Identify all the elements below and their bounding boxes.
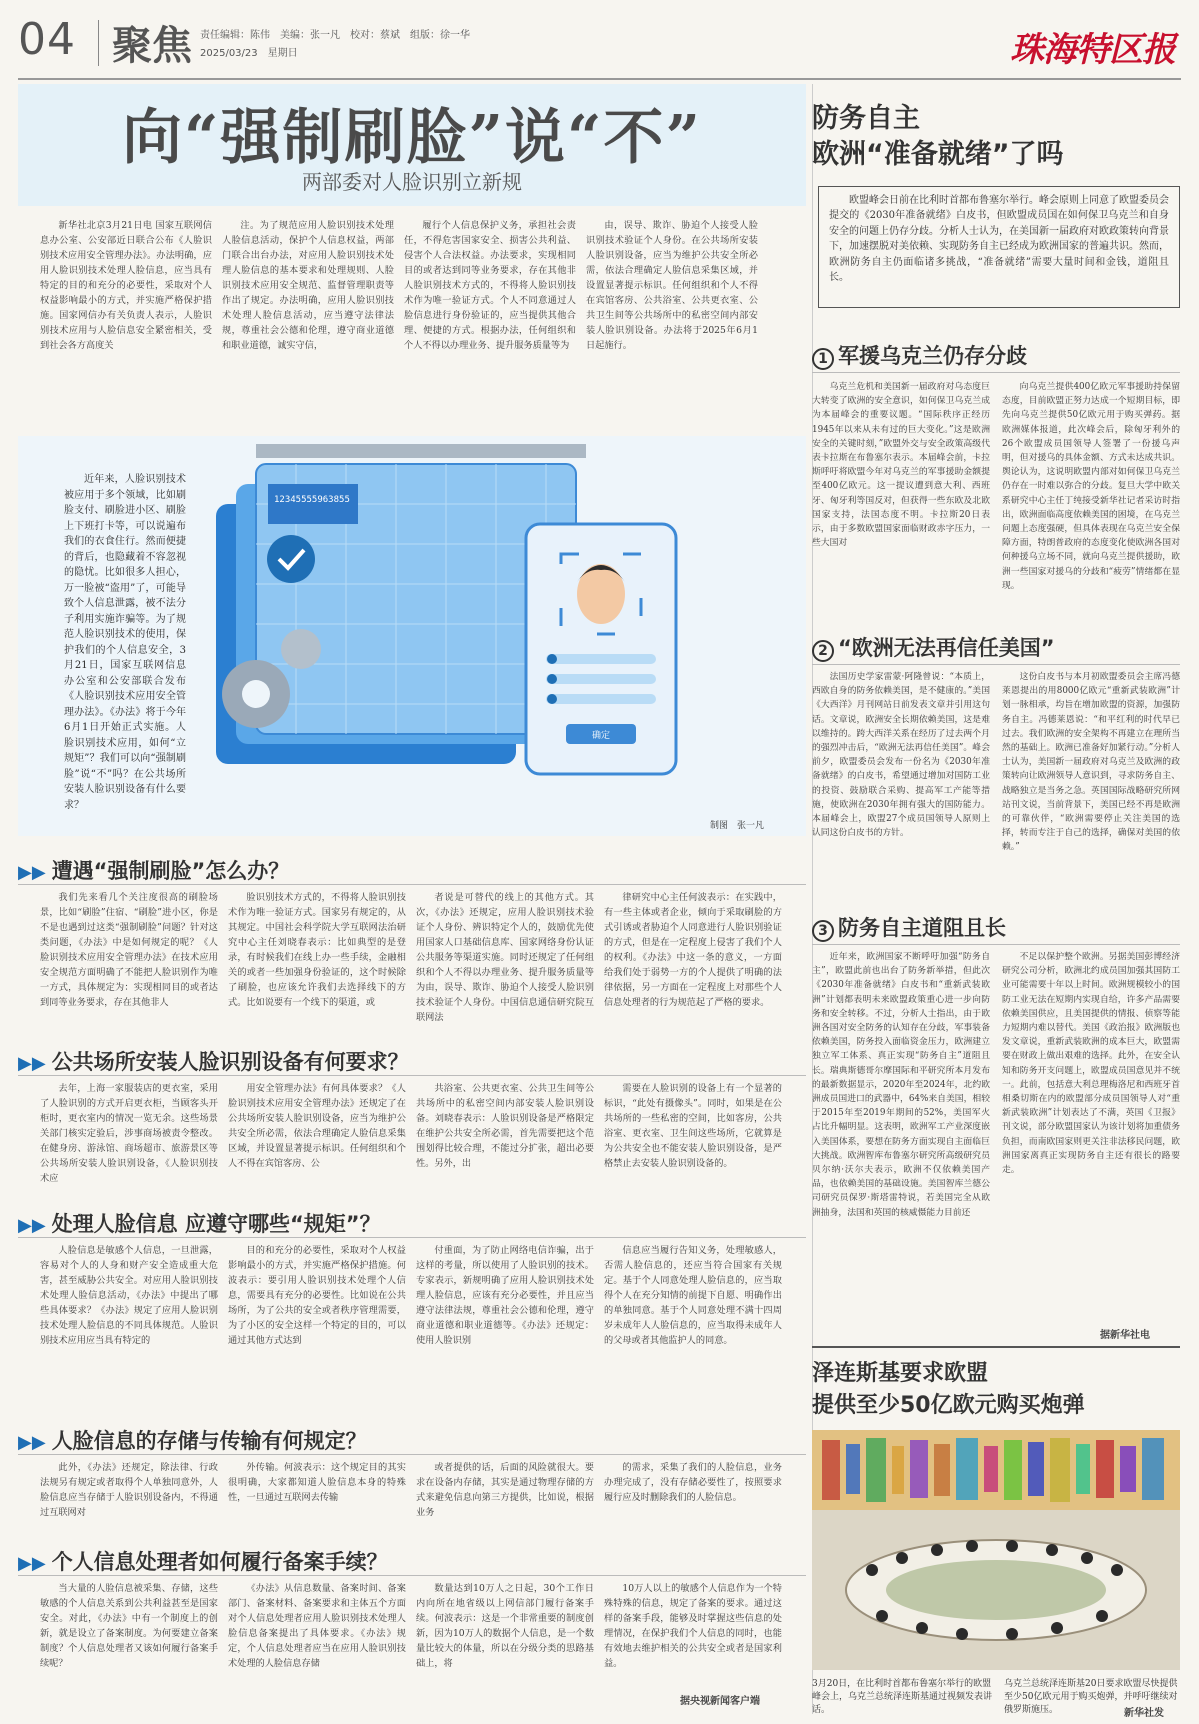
lead-title: 向“强制刷脸”说“不” (121, 103, 703, 173)
qa-source-credit: 据央视新闻客户端 (680, 1696, 760, 1707)
editor-credits: 责任编辑：陈伟 美编：张一凡 校对：蔡斌 组版：徐一华 (200, 30, 470, 41)
qa5-col-4: 10万人以上的敏感个人信息作为一个特殊特殊的信息，规定了备案的要求。通过这样的备案手段，能够及时掌握这些信息的处理情况，在保护我们个人信息的同时，也能有效地去维护相关的公共安全或者是国家利益。 (604, 1583, 782, 1669)
s3-heading: 3 防务自主道阻且长 (812, 912, 1006, 942)
s2-number: 2 (812, 640, 834, 662)
s2-heading: 2 “欧洲无法再信任美国” (812, 632, 1055, 662)
header-divider (98, 20, 99, 66)
check-circle (267, 535, 315, 583)
qa1-heading: ▶▶ 遭遇“强制刷脸”怎么办？ (18, 859, 290, 883)
qa4-heading: ▶▶ 人脸信息的存储与传输有何规定？ (18, 1429, 367, 1453)
lead-col-4: 由，误导、欺诈、胁迫个人接受人脸识别技术验证个人身份。在公共场所安装人脸识别设备，应当为维护公共安全所必需，依法合理确定人脸信息采集区域，并设置显著提示标识。任何组织和个人不得在宾馆客房、公共浴室、公共更衣室、公共卫生间等公共场所中的私密空间内部安装人脸识别设备。办法将于2025年6月1日起施行。 (586, 220, 758, 351)
qa3-col-2: 目的和充分的必要性，采取对个人权益影响最小的方式，并实施严格保护措施。何波表示：要引用人脸识别技术处理个人信息，需要具有充分的必要性。比如说在公共场所，为了公共的安全或者秩序管理需要，为了小区的安全这样一个特定的目的，可以通过其他方式达到 (228, 1245, 406, 1346)
qa2-col-1: 去年，上海一家服装店的更衣室，采用了人脸识别的方式开启更衣柜，当顾客头开柜时，更衣室内的情况一览无余。这些场景关部门核实定验后，涉事商场被责令整改。在健身房、游泳馆、商场超市、旅游景区等公共场所安装人脸识别设备，《人脸识别技术应 (40, 1083, 218, 1184)
qa5-col-2: 《办法》从信息数量、备案时间、备案部门、备案材料、备案要求和主体五个方面对个人信息处理者应用人脸识别技术处理人脸信息备案提出了具体要求。《办法》规定，个人信息处理者应当在应用人脸识别技术处理的人脸信息存储 (228, 1583, 406, 1669)
qa3-col-4: 信息应当履行告知义务，处理敏感人，否需人脸信息的，还应当符合国家有关规定。基于个人同意处理人脸信息的，应当取得个人在充分知情的前提下自愿、明确作出的单独同意。基于个人同意处理不满十四周岁未成年人人脸信息的，应当取得未成年人的父母或者其他监护人的同意。 (604, 1245, 782, 1346)
qa5-col-3: 数量达到10万人之日起，30个工作日内向所在地省级以上网信部门履行备案手续。何波表示：这是一个非常重要的制度创新，因为10万人的数据个人信息，是一个数量比较大的体量，所以在分级分类的思路基础上，将 (416, 1583, 594, 1669)
qa4-col-2: 外传输。何波表示：这个规定目的其实很明确，大家都知道人脸信息本身的特殊性，一旦通过互联网去传输 (228, 1462, 406, 1503)
right-title-2: 欧洲“准备就绪”了吗 (812, 139, 1064, 170)
double-arrow-icon: ▶▶ (18, 1432, 46, 1453)
qa2-heading: ▶▶ 公共场所安装人脸识别设备有何要求？ (18, 1050, 409, 1074)
small-gear-icon (281, 629, 321, 669)
qa2-col-3: 共浴室、公共更衣室、公共卫生间等公共场所中的私密空间内部安装人脸识别设备。刘晓春表示：人脸识别设备是严格限定在维护公共安全所必需，首先需要把这个范围划得比较合理，不能过分扩张，超出必要性。另外，出 (416, 1083, 594, 1169)
lead-col-1: 新华社北京3月21日电 国家互联网信息办公室、公安部近日联合公布《人脸识别技术应用安全管理办法》。办法明确，应用人脸识别技术处理人脸信息，应当具有特定的目的和充分的必要性，采取对个人权益影响最小的方式，并实施严格保护措施。国家网信办有关负责人表示，人脸识别技术应用与人脸信息安全紧密相关，受到社会各方高度关 (40, 220, 212, 351)
qa5-heading: ▶▶ 个人信息处理者如何履行备案手续？ (18, 1550, 388, 1574)
right-title-1: 防务自主 (812, 103, 920, 134)
illustration-credit: 制图 张一凡 (710, 821, 765, 831)
s1-col-2: 向乌克兰提供400亿欧元军事援助持保留态度，目前欧盟正努力达成一个短期目标，即先向乌克兰提供50亿欧元用于购买弹药。据欧洲媒体报道，此次峰会后，除匈牙利外的26个欧盟成员国领导人签署了一份援乌声明，但对援乌的具体金额、方式未达成共识。舆论认为，这说明欧盟内部对如何保卫乌克兰仍存在一时难以弥合的分歧。复旦大学中欧关系研究中心主任丁纯接受新华社记者采访时指出，欧洲面临高度依赖美国的困境，在乌克兰问题上态度强硬，但具体表现在乌克兰安全保障方面，特朗普政府的态度变化使欧洲各国对何种援乌立场不同，就向乌克兰提供援助，欧洲一些国家对援乌的分歧和“疲劳”情绪都在显现。 (1002, 382, 1180, 591)
s3-col-2: 不足以保护整个欧洲。另据美国彭博经济研究公司分析，欧洲北约成员国加强其国防工业可能需要十年以上时间。欧洲规模较小的国防工业无法在短期内实现自给，许多产品需要依赖美国供应，且美国提供的情报、侦察等能力短期内难以替代。美国《政治报》欧洲版也发文章说，重新武装欧洲的成本巨大，欧盟需要在财政上做出艰难的选择。此外，在安全认知和防务开支问题上，欧盟成员国意见并不统一。此前，包括意大利总理梅洛尼和西班牙首相桑切斯在内的欧盟部分成员国领导人对“重新武装欧洲”计划表达了不满，英国《卫报》刊文说，部分欧盟国家认为该计划将加重债务负担，而南欧国家则更关注非法移民问题，欧洲国家离真正实现防务自主还有很长的路要走。 (1002, 952, 1180, 1176)
photo-caption-1: 3月20日，在比利时首都布鲁塞尔举行的欧盟峰会上，乌克兰总统泽连斯基通过视频发表讲话。 (812, 1679, 993, 1715)
qa3-col-3: 付重面，为了防止网络电信诈骗，出于这样的考量，所以使用了人脸识别的技术。专家表示，新规明确了应用人脸识别技术处理人脸信息，应该有充分必要性，并且应当遵守法律法规，尊重社会公德和伦理，遵守商业道德和职业道德等。《办法》还规定：使用人脸识别 (416, 1245, 594, 1346)
s1-col-1: 乌克兰危机和美国新一届政府对乌态度巨大转变了欧洲的安全意识，如何保卫乌克兰成为本届峰会的重要议题。“国际秩序正经历1945年以来从未有过的巨大变化。”这是欧洲安全的关键时刻，”欧盟外交与安全政策高级代表卡拉斯在布鲁塞尔表示。本届峰会前，卡拉斯呼吁将欧盟今年对乌克兰的军事援助金额提至400亿欧元。这一提议遭到意大利、西班牙、匈牙利等国反对，但获得一些东欧及北欧国家支持，法国态度不明。卡拉斯20日表示，由于多数欧盟国家面临财政赤字压力，一些大国对 (812, 382, 990, 549)
page-number: 04 (18, 14, 76, 65)
qa1-col-1: 我们先来看几个关注度很高的刷脸场景，比如“刷脸”住宿、“刷脸”进小区，你是不是也遇到过这类“强制刷脸”问题？针对这类问题，《办法》中是如何规定的呢？《人脸识别技术应用安全管理办法》在技术应用安全规范方面明确了不能把人脸识别作为唯一方式，具体规定为：实现相同目的或者达到同等业务要求，存在其他非人 (40, 892, 218, 1008)
right-title-4: 提供至少50亿欧元购买炮弹 (812, 1393, 1085, 1418)
photo-credit: 新华社发 (1124, 1704, 1164, 1719)
lead-col-3: 履行个人信息保护义务，承担社会责任，不得危害国家安全、损害公共利益、侵害个人合法权益。办法要求，实现相同目的或者达到同等业务要求，存在其他非人脸识别技术方式的，不得将人脸识别技术作为唯一验证方式。个人不同意通过人脸信息进行身份验证的，应当提供其他合理、便捷的方式。根据办法，任何组织和个人不得以办理业务、提升服务质量等为 (404, 220, 576, 351)
lead-subtitle: 两部委对人脸识别立新规 (302, 170, 522, 194)
eu-summit-photo (812, 1430, 1180, 1670)
qa1-col-4: 律研究中心主任何波表示：在实践中，有一些主体或者企业，倾向于采取刷脸的方式引诱或者胁迫个人同意进行人脸识别验证的方式，但是在一定程度上侵害了我们个人的权利。《办法》中这一条的意义，一方面给我们处于弱势一方的个人提供了明确的法律依据，另一方面在一定程度上对那些个人信息处理者的行为规范起了严格的要求。 (604, 892, 782, 1008)
issue-date: 2025/03/23 星期日 (200, 48, 298, 59)
s3-source-credit: 据新华社电 (1100, 1330, 1150, 1341)
double-arrow-icon: ▶▶ (18, 862, 46, 883)
face-recognition-illustration (196, 444, 766, 784)
qa2-col-2: 用安全管理办法》有何具体要求？《人脸识别技术应用安全管理办法》还规定了在公共场所安装人脸识别设备，应当为维护公共安全所必需，依法合理确定人脸信息采集区域，并设置显著提示标识。任何组织和个人不得在宾馆客房、公 (228, 1083, 406, 1169)
double-arrow-icon: ▶▶ (18, 1053, 46, 1074)
qa2-col-4: 需要在人脸识别的设备上有一个显著的标识，“此处有摄像头”。同时，如果是在公共场所的一些私密的空间，比如客房，公共浴室、更衣室、卫生间这些场所，它就算是为公共安全也不能安装人脸识别设备，是严格禁止去安装人脸识别设备的。 (604, 1083, 782, 1169)
right-summary-box: 欧盟峰会日前在比利时首都布鲁塞尔举行。峰会原则上同意了欧盟委员会提交的《2030年准备就绪》白皮书，但欧盟成员国在如何保卫乌克兰和自身安全的问题上仍存分歧。分析人士认为，在美国新一届政府对欧政策转向背景下，加速摆脱对美依赖、实现防务自主已经成为欧洲国家的普遍共识。然而，欧洲防务自主仍面临诸多挑战，“准备就绪”需要大量时间和金钱，道阻且长。 (818, 186, 1180, 308)
intro-text: 近年来，人脸识别技术被应用于多个领域，比如刷脸支付、刷脸进小区、刷脸上下班打卡等，可以说遍布我们的衣食住行。然而便捷的背后，也隐藏着不容忽视的隐忧。比如很多人担心，万一脸被“盗用”了，可能导致个人信息泄露，被不法分子利用实施诈骗等。为了规范人脸识别技术的使用，保护我们的个人信息安全，3月21日，国家互联网信息办公室和公安部联合发布《人脸识别技术应用安全管理办法》。《办法》将于今年6月1日开始正式实施。人脸识别技术应用，如何“立规矩”？我们可以向“强制刷脸”说“不”吗？在公共场所安装人脸识别设备有什么要求？ (64, 474, 186, 811)
s3-number: 3 (812, 920, 834, 942)
double-arrow-icon: ▶▶ (18, 1553, 46, 1574)
qa3-col-1: 人脸信息是敏感个人信息，一旦泄露，容易对个人的人身和财产安全造成重大危害，甚至威胁公共安全。对应用人脸识别技术处理人脸信息活动，《办法》中提出了哪些具体要求？《办法》规定了应用人脸识别技术处理人脸信息的不同具体规范。人脸识别技术应用应当具有特定的 (40, 1245, 218, 1346)
right-title-3: 泽连斯基要求欧盟 (812, 1361, 989, 1386)
lead-col-2: 注。为了规范应用人脸识别技术处理人脸信息活动，保护个人信息权益，两部门联合出台办法，对应用人脸识别技术处理人脸信息的基本要求和处理规则、人脸识别技术应用安全规范、监督管理职责等作出了规定。办法明确，应用人脸识别技术处理人脸信息活动，应当遵守法律法规，尊重社会公德和伦理，遵守商业道德和职业道德，诚实守信， (222, 220, 394, 351)
qa4-col-1: 此外，《办法》还规定，除法律、行政法规另有规定或者取得个人单独同意外，人脸信息应当存储于人脸识别设备内，不得通过互联网对 (40, 1462, 218, 1518)
id-number: 12345555963855 (274, 495, 350, 505)
header-rule (18, 78, 1181, 80)
confirm-button-label: 确定 (591, 731, 611, 741)
s3-col-1: 近年来，欧洲国家不断呼吁加强“防务自主”，欧盟此前也出台了防务新举措，但此次《2030年准备就绪》白皮书和“重新武装欧洲”计划都表明未来欧盟政策重心进一步向防务和安全转移。不过，分析人士指出，由于欧洲各国对安全防务的认知存在分歧，军事装备依赖美国，防务投入面临资金压力，欧洲建立独立军工体系、真正实现“防务自主”道阻且长。瑞典斯德哥尔摩国际和平研究所本月发布的最新数据显示，2020年至2024年，北约欧洲成员国进口的武器中，64%来自美国，相较于2015年至2019年期间的52%，美国军火占比升幅明显。这表明，欧洲军工产业深度嵌入美国体系，要想在防务方面实现自主面临巨大挑战。欧洲智库布鲁塞尔研究所高级研究员贝尔纳·沃尔夫表示，欧洲不仅依赖美国产品，也依赖美国的基础设施。美国智库兰德公司研究员保罗·斯塔雷特说，若美国完全从欧洲抽身，法国和英国的核威慑能力目前还 (812, 952, 990, 1218)
face-avatar (577, 564, 625, 624)
s1-heading: 1 军援乌克兰仍存分歧 (812, 340, 1027, 370)
qa3-heading: ▶▶ 处理人脸信息 应遵守哪些“规矩”？ (18, 1212, 381, 1236)
qa1-col-3: 者说是可替代的线上的其他方式。其次，《办法》还规定，应用人脸识别技术验证个人身份、辨识特定个人的，鼓励优先使用国家人口基础信息库、国家网络身份认证公共服务等渠道实施。同时还规定了任何组织和个人不得以办理业务、提升服务质量等为由，误导、欺诈、胁迫个人接受人脸识别技术验证个人身份。中国信息通信研究院互联网法 (416, 892, 594, 1023)
qa4-col-3: 或者提供的话，后面的风险就很大。要求在设备内存储，其实是通过物理存储的方式来避免信息向第三方提供，比如说，根据业务 (416, 1462, 594, 1518)
photo-caption-2: 乌克兰总统泽连斯基20日要求欧盟尽快提供至少50亿欧元用于购买炮弹，并呼吁继续对俄罗斯施压。 (1004, 1679, 1178, 1715)
qa1-col-2: 脸识别技术方式的，不得将人脸识别技术作为唯一验证方式。国家另有规定的，从其规定。中国社会科学院大学互联网法治研究中心主任刘晓春表示：比如典型的是登录，有时候我们在线上办一些手续，金融相关的或者一些加强身份验证的，这个时候除了刷脸，也应该允许我们去选择线下的方式。比如说要有一个线下的渠道，或 (228, 892, 406, 1008)
masthead-logo: 珠海特区报 (1010, 30, 1175, 70)
section-title: 聚焦 (112, 23, 192, 69)
s1-number: 1 (812, 348, 834, 370)
s2-col-1: 法国历史学家雷蒙·阿隆曾说：“本质上，西欧自身的防务依赖美国，是不健康的。”美国《大西洋》月刊网站日前发表文章并引用这句话。文章说，欧洲安全长期依赖美国，这是难以维持的。跨大西洋关系在经历了过去两个月的强烈冲击后，“欧洲无法再信任美国”。峰会前夕，欧盟委员会发布一份名为《2030年准备就绪》的白皮书，希望通过增加对国防工业的投资、鼓励联合采购、提高军工产能等措施，使欧洲在2030年拥有强大的国防能力。本届峰会上，欧盟27个成员国领导人原则上认同这份白皮书的方针。 (812, 672, 990, 839)
s2-col-2: 这份白皮书与本月初欧盟委员会主席冯德莱恩提出的用8000亿欧元“重新武装欧洲”计划一脉相承，均旨在增加欧盟的资源，加强防务自主。冯德莱恩说：“和平红利的时代早已过去。我们欧洲的安全架构不再建立在理所当然的基础上。欧洲已准备好加紧行动。”分析人士认为，美国新一届政府对乌克兰及欧洲的政策转向让欧洲领导人意识到，寻求防务自主、战略独立是当务之急。英国国际战略研究所网站刊文说，当前背景下，美国已经不再是欧洲的可靠伙伴，“欧洲需要停止关注美国的选择，转而专注于自己的选择，确保对美国的依赖。” (1002, 672, 1180, 853)
qa5-col-1: 当大量的人脸信息被采集、存储，这些敏感的个人信息关系到公共利益甚至是国家安全。对此，《办法》中有一个制度上的创新，就是设立了备案制度。为何要建立备案制度？个人信息处理者又该如何履行备案手续呢？ (40, 1583, 218, 1669)
double-arrow-icon: ▶▶ (18, 1215, 46, 1236)
qa4-col-4: 的需求，采集了我们的人脸信息，业务办理完成了，没有存储必要性了，按照要求履行应及时删除我们的人脸信息。 (604, 1462, 782, 1503)
